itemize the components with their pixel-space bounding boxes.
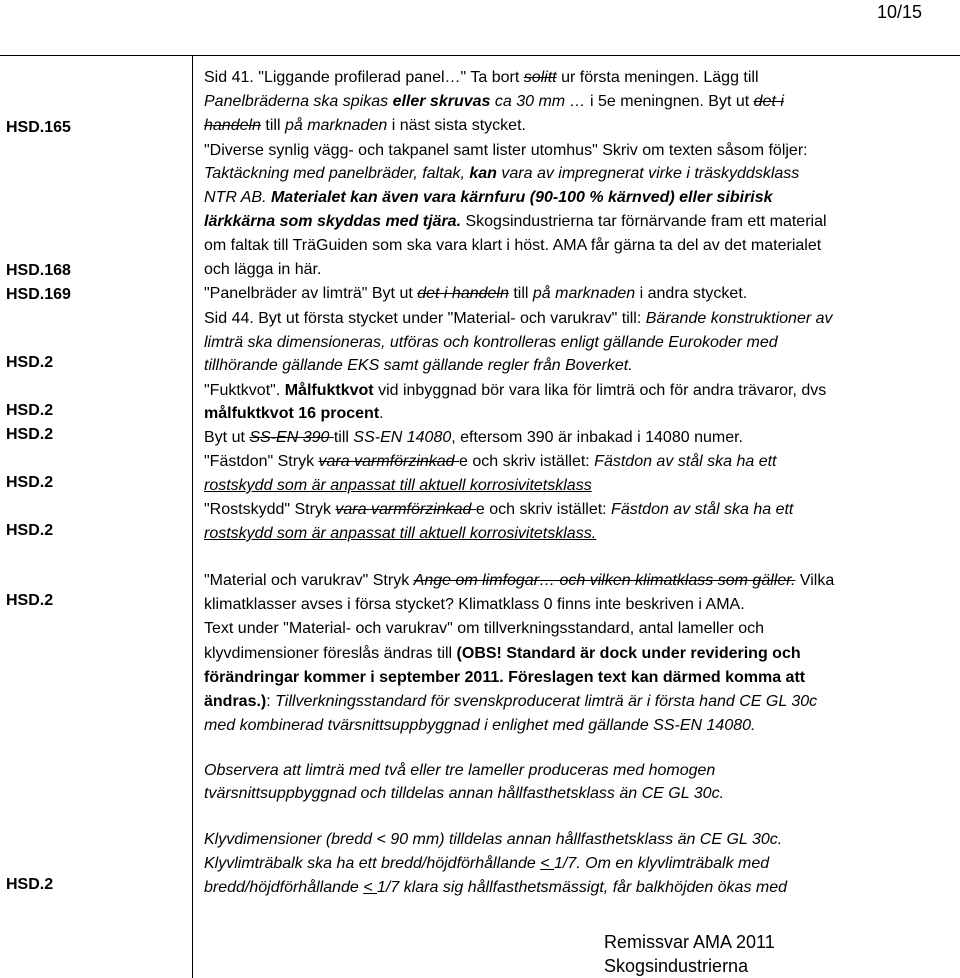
text-run: målfuktkvot 16 procent (204, 405, 380, 422)
text-run: rostskydd som är anpassat till aktuell korrosivitetsklass (204, 477, 592, 494)
column-divider (192, 55, 193, 978)
text-run: Tillverkningsstandard för svenskproducerat limträ är i första hand CE GL 30c (275, 693, 818, 710)
text-run: e och skriv istället: (475, 501, 612, 518)
text-run: om faltak till TräGuiden som ska vara klart i höst. AMA får gärna ta del av det materialet (204, 237, 822, 254)
text-run: < (540, 855, 554, 872)
text-line (204, 618, 764, 640)
text-line (204, 115, 526, 137)
text-run: tillhörande gällande EKS samt gällande regler från Boverket. (204, 357, 633, 374)
text-run: vara varmförzinkad (335, 501, 476, 518)
text-line (204, 355, 633, 377)
text-line (204, 427, 743, 449)
margin-code: HSD.169 (6, 286, 71, 303)
text-run: Klyvlimträbalk ska ha ett bredd/höjdförhållande (204, 855, 541, 872)
text-line (204, 332, 778, 354)
text-run: ändras.) (204, 693, 267, 710)
footer-line-2: Skogsindustrierna (604, 956, 749, 976)
text-run: NTR AB. (204, 189, 271, 206)
text-run: på marknaden (532, 285, 636, 302)
margin-code: HSD.2 (6, 522, 54, 539)
text-run: Sid 44. Byt ut första stycket under "Material- och varukrav" till: (204, 310, 646, 327)
text-line (204, 667, 805, 689)
text-line (204, 570, 834, 592)
text-line (204, 643, 801, 665)
text-line (204, 308, 833, 330)
text-run: "Material och varukrav" Stryk (204, 572, 414, 589)
margin-code: HSD.168 (6, 262, 71, 279)
text-run: klyvdimensioner föreslås ändras till (204, 645, 457, 662)
text-line (204, 499, 793, 521)
text-run: förändringar kommer i september 2011. Föreslagen text kan därmed komma att (204, 669, 806, 686)
text-line (204, 67, 759, 89)
text-line (204, 760, 715, 782)
text-run: . (379, 405, 384, 422)
text-run: Materialet kan även vara kärnfuru (90-100 % kärnved) eller sibirisk (270, 189, 773, 206)
text-run: ur första meningen. Lägg till (556, 69, 759, 86)
text-line (204, 163, 799, 185)
text-run: eller skruvas (392, 93, 491, 110)
text-run: Panelbräderna ska spikas (204, 93, 393, 110)
text-run: lärkkärna som skyddas med tjära. (204, 213, 462, 230)
text-run: Taktäckning med panelbräder, faltak, (204, 165, 470, 182)
text-run: det i (753, 93, 784, 110)
text-line (204, 523, 596, 545)
text-line (204, 187, 773, 209)
text-run: (OBS! Standard är dock under revidering och (456, 645, 801, 662)
text-run: vid inbyggnad bör vara lika för limträ och för andra trävaror, dvs (373, 382, 827, 399)
text-run: "Diverse synlig vägg- och takpanel samt lister utomhus" Skriv om texten såsom följer: (204, 142, 808, 159)
text-run: Ange om limfogar… och vilken klimatklass som gäller. (413, 572, 796, 589)
text-line (204, 403, 384, 425)
text-run: "Fästdon" Stryk (204, 453, 319, 470)
text-run: Skogsindustrierna tar förnärvande fram ett material (461, 213, 827, 230)
text-run: i 5e meningnen. Byt ut (590, 93, 754, 110)
text-run: SS-EN 390 (249, 429, 334, 446)
text-line (204, 783, 724, 805)
text-run: "Fuktkvot". (204, 382, 285, 399)
text-run: Klyvdimensioner (bredd < 90 mm) tilldelas annan hållfasthetsklass än CE GL 30c. (204, 831, 783, 848)
text-run: 1/7. Om en klyvlimträbalk med (553, 855, 770, 872)
text-run: 1/7 klara sig hållfasthetsmässigt, får balkhöjden ökas med (377, 879, 788, 896)
text-run: "Panelbräder av limträ" Byt ut (204, 285, 418, 302)
text-line (204, 475, 592, 497)
margin-code: HSD.2 (6, 876, 54, 893)
text-run: klimatklasser avses i försa stycket? Klimatklass 0 finns inte beskriven i AMA. (204, 596, 745, 613)
text-run: med kombinerad tvärsnittsuppbyggnad i enlighet med gällande SS-EN 14080. (204, 717, 756, 734)
text-run: bredd/höjdförhållande (204, 879, 364, 896)
text-line (204, 877, 787, 899)
margin-code: HSD.165 (6, 119, 71, 136)
text-run: till (260, 117, 285, 134)
text-line (204, 211, 827, 233)
text-line (204, 140, 808, 162)
text-run: kan (469, 165, 497, 182)
text-run: Observera att limträ med två eller tre lameller produceras med homogen (204, 762, 716, 779)
text-run: i näst sista stycket. (387, 117, 526, 134)
text-run: Fästdon av stål ska ha ett (594, 453, 777, 470)
text-run: e och skriv istället: (459, 453, 595, 470)
text-run: SS-EN 14080 (353, 429, 452, 446)
text-run: ca 30 mm … (490, 93, 590, 110)
text-line (204, 283, 747, 305)
text-run: till (333, 429, 354, 446)
text-run: solitt (523, 69, 557, 86)
text-line (204, 235, 821, 257)
text-run: Fästdon av stål ska ha ett (611, 501, 794, 518)
text-line (204, 715, 755, 737)
text-run: vara av impregnerat virke i träskyddsklass (496, 165, 800, 182)
text-run: : (266, 693, 276, 710)
text-run: tvärsnittsuppbyggnad och tilldelas annan hållfasthetsklass än CE GL 30c. (204, 785, 725, 802)
margin-code: HSD.2 (6, 402, 54, 419)
margin-code: HSD.2 (6, 354, 54, 371)
text-run: Bärande konstruktioner av (645, 310, 833, 327)
text-run: Målfuktkvot (284, 382, 374, 399)
text-line (204, 594, 745, 616)
text-run: det i handeln (417, 285, 509, 302)
text-run: Sid 41. "Liggande profilerad panel…" Ta bort (204, 69, 524, 86)
text-line (204, 829, 782, 851)
text-run: , eftersom 390 är inbakad i 14080 numer. (451, 429, 743, 446)
text-run: vara varmförzinkad (318, 453, 460, 470)
text-line (204, 451, 777, 473)
text-run: < (363, 879, 378, 896)
footer-line-1: Remissvar AMA 2011 (604, 932, 775, 952)
page-number: 10/15 (876, 2, 922, 22)
header-rule (0, 55, 960, 56)
margin-code: HSD.2 (6, 426, 54, 443)
text-run: Vilka (795, 572, 835, 589)
text-run: limträ ska dimensioneras, utföras och kontrolleras enligt gällande Eurokoder med (204, 334, 778, 351)
text-run: "Rostskydd" Stryk (204, 501, 336, 518)
text-run: Text under "Material- och varukrav" om tillverkningsstandard, antal lameller och (204, 620, 765, 637)
text-line (204, 380, 826, 402)
text-run: till (508, 285, 533, 302)
text-line (204, 853, 769, 875)
text-run: och lägga in här. (204, 261, 322, 278)
text-run: handeln (204, 117, 261, 134)
margin-code: HSD.2 (6, 474, 54, 491)
text-run: i andra stycket. (635, 285, 748, 302)
text-line (204, 91, 784, 113)
text-run: på marknaden (284, 117, 388, 134)
text-run: Byt ut (204, 429, 250, 446)
text-run: rostskydd som är anpassat till aktuell korrosivitetsklass. (204, 525, 597, 542)
text-line (204, 691, 817, 713)
text-line (204, 259, 321, 281)
margin-code: HSD.2 (6, 592, 54, 609)
